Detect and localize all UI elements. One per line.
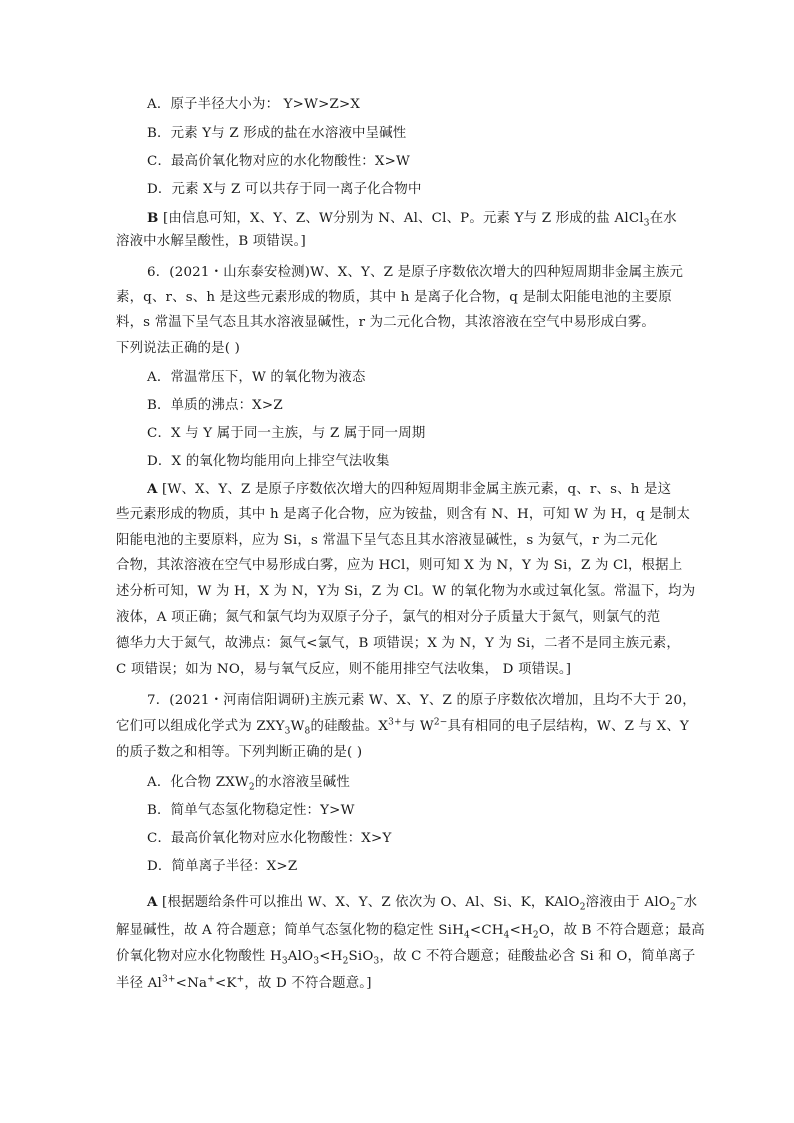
q7-option-c: C．最高价氧化物对应水化物酸性：X>Y: [147, 831, 392, 846]
q7-answer-line-4: 半径 $Al^{3+}<Na^+<K^+$，故 D 不符合题意。]: [116, 974, 372, 991]
q6-stem-line-1: 6．(2021・山东泰安检测)W、X、Y、Z 是原子序数依次增大的四种短周期非金属主族元: [147, 265, 684, 280]
q6-answer-line-1: A [W、X、Y、Z 是原子序数依次增大的四种短周期非金属主族元素，q、r、s、h 是这: [147, 481, 672, 497]
q6-answer-line-2: 些元素形成的物质，其中 h 是离子化合物，应为铵盐，则含有 N、H，可知 W 为 H，q 是制太: [116, 507, 691, 522]
q6-answer-line-5: 述分析可知，W 为 H，X 为 N，Y为 Si，Z 为 Cl。W 的氧化物为水或过氧化氢。常温下，均为: [116, 584, 696, 599]
q7-stem-line-1: 7．(2021・河南信阳调研)主族元素 W、X、Y、Z 的原子序数依次增加，且均不大于 20，: [147, 693, 696, 708]
q7-answer-line-3: 价氧化物对应水化物酸性 $H_3AlO_3<H_2SiO_3$，故 C 不符合题意；硅酸盐必含 Si 和 O，简单离子: [116, 949, 696, 967]
q6-answer-line-4: 合物，其浓溶液在空气中易形成白雾，应为 HCl，则可知 X 为 N，Y 为 Si，Z 为 Cl，根据上: [116, 558, 683, 573]
q7-option-d: D．简单离子半径：X>Z: [147, 859, 298, 874]
q7-option-a: A．化合物 $ZXW_2$的水溶液呈碱性: [147, 775, 350, 793]
q5-option-d: D．元素 X与 Z 可以共存于同一离子化合物中: [147, 182, 422, 197]
q5-option-b: B．元素 Y与 Z 形成的盐在水溶液中呈碱性: [147, 126, 407, 141]
q5-answer-letter: B: [147, 210, 159, 226]
q6-option-c: C．X 与 Y 属于同一主族，与 Z 属于同一周期: [147, 426, 426, 441]
q6-stem-line-2: 素，q、r、s、h 是这些元素形成的物质，其中 h 是离子化合物，q 是制太阳能电池的主要原: [116, 290, 672, 305]
q6-stem-line-3: 料，s 常温下呈气态且其水溶液显碱性，r 为二元化合物，其浓溶液在空气中易形成白雾。: [116, 315, 656, 330]
q5-answer-line-2: 溶液中水解呈酸性，B 项错误。]: [116, 234, 306, 249]
q7-stem-line-3: 的质子数之和相等。下列判断正确的是( ): [116, 745, 363, 760]
q6-answer-line-7: 德华力大于氮气，故沸点：氮气<氯气，B 项错误；X 为 N，Y 为 Si，二者不是同主族元素，: [116, 636, 680, 651]
q5-option-a: A．原子半径大小为： Y>W>Z>X: [147, 97, 361, 112]
q6-stem-line-4: 下列说法正确的是( ): [116, 341, 241, 356]
q6-option-b: B．单质的沸点：X>Z: [147, 398, 283, 413]
q6-answer-line-8: C 项错误；如为 NO，易与氧气反应，则不能用排空气法收集， D 项错误。]: [116, 662, 572, 677]
q6-option-d: D．X 的氧化物均能用向上排空气法收集: [147, 454, 390, 469]
q7-answer-line-2: 解显碱性，故 A 符合题意；简单气态氢化物的稳定性 $SiH_4<CH_4<H_2O$，故 B 不符合题意；最高: [116, 923, 705, 941]
q7-option-b: B．简单气态氢化物稳定性：Y>W: [147, 803, 355, 818]
q5-answer-line-1: B [由信息可知，X、Y、Z、W分别为 N、Al、Cl、P。元素 Y与 Z 形成的盐 AlCl$_3$在水: [147, 210, 677, 229]
q6-answer-letter: A: [147, 481, 158, 497]
q6-option-a: A．常温常压下，W 的氧化物为液态: [147, 370, 366, 385]
q5-option-c: C．最高价氧化物对应的水化物酸性：X>W: [147, 154, 411, 169]
q7-answer-letter: A: [147, 894, 158, 910]
q6-answer-line-3: 阳能电池的主要原料，应为 Si，s 常温下呈气态且其水溶液显碱性，s 为氨气，r 为二元化: [116, 533, 658, 548]
q7-answer-line-1: A [根据题给条件可以推出 W、X、Y、Z 依次为 O、Al、Si、K，KAlO$_2$溶液由于 AlO$_2$−水: [147, 893, 698, 913]
q6-answer-line-6: 液体，A 项正确；氮气和氯气均为双原子分子，氯气的相对分子质量大于氮气，则氯气的范: [116, 610, 661, 625]
q7-stem-line-2: 它们可以组成化学式为 $ZXY_3W_8$的硅酸盐。$X^{3+}$与 $W^{2-}$具有相同的电子层结构，W、Z 与 X、Y: [116, 717, 689, 737]
